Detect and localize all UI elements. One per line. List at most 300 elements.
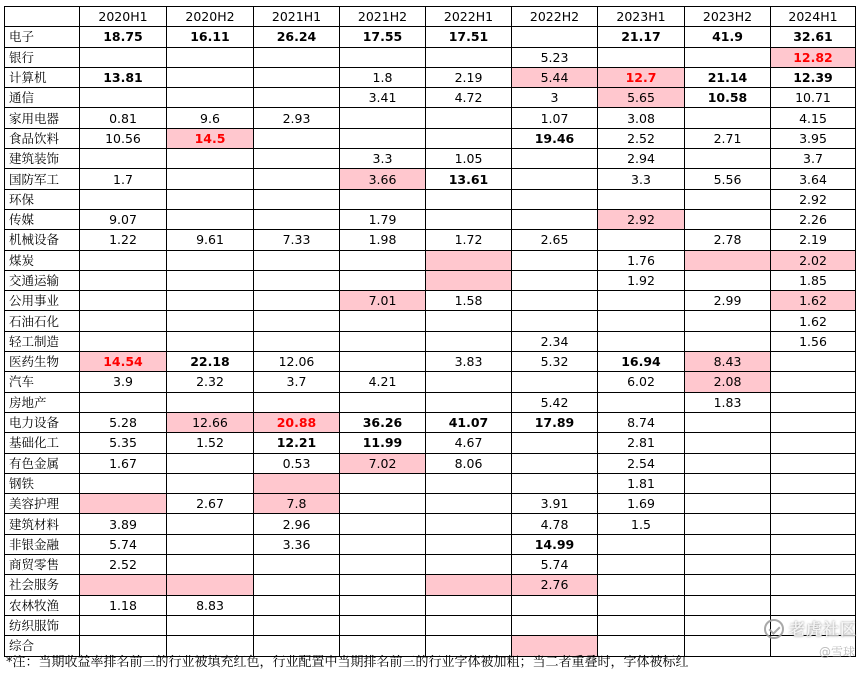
value-cell: 36.26	[340, 412, 426, 432]
industry-label: 家用电器	[5, 108, 80, 128]
value-cell	[340, 250, 426, 270]
value-cell: 3.41	[340, 88, 426, 108]
value-cell	[254, 615, 340, 635]
value-cell: 3	[512, 88, 598, 108]
value-cell: 6.02	[598, 372, 685, 392]
value-cell: 1.76	[598, 250, 685, 270]
value-cell: 17.55	[340, 27, 426, 47]
industry-label: 电子	[5, 27, 80, 47]
value-cell: 10.58	[685, 88, 771, 108]
value-cell: 1.05	[426, 149, 512, 169]
value-cell	[426, 372, 512, 392]
value-cell	[80, 575, 167, 595]
value-cell: 3.95	[771, 128, 856, 148]
table-row	[5, 433, 856, 453]
value-cell	[685, 149, 771, 169]
value-cell	[80, 331, 167, 351]
value-cell: 1.98	[340, 230, 426, 250]
value-cell	[167, 473, 254, 493]
value-cell: 2.32	[167, 372, 254, 392]
table-row	[5, 250, 856, 270]
value-cell	[685, 108, 771, 128]
value-cell: 5.74	[80, 534, 167, 554]
value-cell	[254, 575, 340, 595]
industry-returns-table	[4, 6, 856, 657]
value-cell: 2.67	[167, 494, 254, 514]
value-cell	[167, 149, 254, 169]
value-cell	[426, 514, 512, 534]
table-row	[5, 453, 856, 473]
value-cell	[426, 392, 512, 412]
column-header: 2021H2	[340, 7, 426, 27]
value-cell	[685, 189, 771, 209]
value-cell	[426, 575, 512, 595]
value-cell: 2.19	[426, 67, 512, 87]
value-cell	[340, 514, 426, 534]
value-cell: 3.66	[340, 169, 426, 189]
value-cell	[167, 514, 254, 534]
value-cell: 1.92	[598, 270, 685, 290]
value-cell: 2.02	[771, 250, 856, 270]
value-cell: 3.91	[512, 494, 598, 514]
value-cell	[80, 291, 167, 311]
value-cell	[512, 189, 598, 209]
value-cell: 1.52	[167, 433, 254, 453]
table-row	[5, 473, 856, 493]
industry-label: 电力设备	[5, 412, 80, 432]
column-header: 2024H1	[771, 7, 856, 27]
value-cell	[685, 331, 771, 351]
value-cell	[80, 636, 167, 656]
value-cell: 2.99	[685, 291, 771, 311]
table-row	[5, 575, 856, 595]
value-cell	[167, 67, 254, 87]
value-cell	[685, 473, 771, 493]
value-cell: 2.81	[598, 433, 685, 453]
value-cell	[598, 392, 685, 412]
value-cell	[426, 128, 512, 148]
value-cell: 3.9	[80, 372, 167, 392]
value-cell: 2.94	[598, 149, 685, 169]
value-cell	[598, 311, 685, 331]
value-cell: 14.5	[167, 128, 254, 148]
table-row	[5, 636, 856, 656]
value-cell: 5.56	[685, 169, 771, 189]
checkmark-logo-icon	[764, 619, 784, 639]
value-cell	[167, 270, 254, 290]
value-cell	[167, 555, 254, 575]
value-cell	[771, 372, 856, 392]
value-cell	[512, 291, 598, 311]
value-cell: 1.62	[771, 291, 856, 311]
value-cell	[167, 311, 254, 331]
value-cell: 2.92	[598, 209, 685, 229]
value-cell	[771, 453, 856, 473]
industry-label: 钢铁	[5, 473, 80, 493]
industry-label: 商贸零售	[5, 555, 80, 575]
value-cell	[254, 189, 340, 209]
value-cell	[426, 209, 512, 229]
value-cell	[598, 595, 685, 615]
industry-label: 石油石化	[5, 311, 80, 331]
value-cell	[512, 636, 598, 656]
value-cell	[254, 473, 340, 493]
table-row	[5, 128, 856, 148]
value-cell: 12.66	[167, 412, 254, 432]
value-cell	[80, 392, 167, 412]
value-cell: 4.15	[771, 108, 856, 128]
value-cell	[167, 169, 254, 189]
industry-label: 环保	[5, 189, 80, 209]
value-cell	[426, 108, 512, 128]
value-cell	[80, 47, 167, 67]
value-cell	[254, 595, 340, 615]
table-row	[5, 108, 856, 128]
value-cell	[340, 555, 426, 575]
value-cell: 1.85	[771, 270, 856, 290]
value-cell: 2.52	[80, 555, 167, 575]
value-cell: 11.99	[340, 433, 426, 453]
value-cell	[340, 189, 426, 209]
table-row	[5, 230, 856, 250]
value-cell	[426, 331, 512, 351]
value-cell	[771, 575, 856, 595]
value-cell: 5.65	[598, 88, 685, 108]
value-cell	[512, 209, 598, 229]
value-cell: 10.56	[80, 128, 167, 148]
value-cell	[685, 534, 771, 554]
table-row	[5, 209, 856, 229]
column-header: 2020H2	[167, 7, 254, 27]
value-cell	[340, 352, 426, 372]
value-cell	[426, 555, 512, 575]
value-cell	[512, 270, 598, 290]
value-cell	[598, 291, 685, 311]
value-cell: 9.6	[167, 108, 254, 128]
industry-label: 汽车	[5, 372, 80, 392]
value-cell	[598, 189, 685, 209]
value-cell	[254, 311, 340, 331]
industry-label: 社会服务	[5, 575, 80, 595]
industry-label: 计算机	[5, 67, 80, 87]
value-cell: 2.08	[685, 372, 771, 392]
value-cell	[80, 88, 167, 108]
value-cell	[340, 473, 426, 493]
table-row	[5, 534, 856, 554]
value-cell	[685, 250, 771, 270]
value-cell	[80, 189, 167, 209]
value-cell: 1.72	[426, 230, 512, 250]
value-cell	[426, 595, 512, 615]
value-cell: 16.11	[167, 27, 254, 47]
value-cell	[426, 473, 512, 493]
value-cell	[598, 534, 685, 554]
value-cell: 13.81	[80, 67, 167, 87]
value-cell	[167, 189, 254, 209]
column-header: 2022H1	[426, 7, 512, 27]
watermark-sub: @雪球	[818, 645, 855, 659]
footnote: *注：当期收益率排名前三的行业被填充红色，行业配置中当期排名前三的行业字体被加粗；当二者重叠时，字体被标红	[6, 655, 689, 670]
value-cell: 5.42	[512, 392, 598, 412]
table-row	[5, 412, 856, 432]
industry-label: 综合	[5, 636, 80, 656]
value-cell	[254, 67, 340, 87]
value-cell	[340, 331, 426, 351]
value-cell	[254, 291, 340, 311]
value-cell: 1.62	[771, 311, 856, 331]
value-cell: 32.61	[771, 27, 856, 47]
value-cell	[80, 473, 167, 493]
value-cell: 3.3	[598, 169, 685, 189]
value-cell: 7.33	[254, 230, 340, 250]
value-cell	[80, 615, 167, 635]
industry-label: 通信	[5, 88, 80, 108]
column-header: 2023H2	[685, 7, 771, 27]
value-cell	[426, 250, 512, 270]
value-cell	[167, 250, 254, 270]
table-row	[5, 352, 856, 372]
value-cell: 8.43	[685, 352, 771, 372]
value-cell: 4.21	[340, 372, 426, 392]
industry-label: 机械设备	[5, 230, 80, 250]
value-cell	[771, 352, 856, 372]
industry-label: 有色金属	[5, 453, 80, 473]
value-cell	[167, 534, 254, 554]
value-cell: 20.88	[254, 412, 340, 432]
value-cell: 2.52	[598, 128, 685, 148]
table-row	[5, 270, 856, 290]
value-cell	[254, 209, 340, 229]
table-body	[5, 27, 856, 656]
value-cell	[340, 534, 426, 554]
value-cell	[685, 555, 771, 575]
value-cell: 2.65	[512, 230, 598, 250]
value-cell	[771, 534, 856, 554]
value-cell: 5.23	[512, 47, 598, 67]
value-cell	[254, 636, 340, 656]
value-cell: 41.9	[685, 27, 771, 47]
value-cell	[426, 189, 512, 209]
value-cell: 3.36	[254, 534, 340, 554]
watermark-text: 老虎社区	[788, 620, 857, 639]
table-row	[5, 88, 856, 108]
value-cell: 5.32	[512, 352, 598, 372]
value-cell	[685, 595, 771, 615]
value-cell	[254, 392, 340, 412]
value-cell: 8.74	[598, 412, 685, 432]
corner-cell	[5, 7, 80, 27]
industry-label: 国防军工	[5, 169, 80, 189]
table-row	[5, 615, 856, 635]
value-cell	[167, 88, 254, 108]
value-cell: 2.54	[598, 453, 685, 473]
value-cell: 16.94	[598, 352, 685, 372]
table-row	[5, 189, 856, 209]
value-cell: 12.7	[598, 67, 685, 87]
value-cell: 3.64	[771, 169, 856, 189]
value-cell	[685, 209, 771, 229]
industry-label: 建筑装饰	[5, 149, 80, 169]
value-cell: 2.19	[771, 230, 856, 250]
value-cell: 14.54	[80, 352, 167, 372]
value-cell	[512, 311, 598, 331]
value-cell	[598, 615, 685, 635]
value-cell	[685, 270, 771, 290]
value-cell: 19.46	[512, 128, 598, 148]
value-cell: 12.82	[771, 47, 856, 67]
value-cell	[771, 433, 856, 453]
value-cell	[512, 27, 598, 47]
value-cell	[598, 575, 685, 595]
value-cell: 3.7	[254, 372, 340, 392]
value-cell: 17.89	[512, 412, 598, 432]
table-row	[5, 555, 856, 575]
value-cell: 1.83	[685, 392, 771, 412]
value-cell	[685, 514, 771, 534]
industry-label: 公用事业	[5, 291, 80, 311]
industry-label: 煤炭	[5, 250, 80, 270]
value-cell: 4.72	[426, 88, 512, 108]
value-cell	[254, 250, 340, 270]
value-cell	[254, 128, 340, 148]
industry-label: 医药生物	[5, 352, 80, 372]
value-cell: 8.83	[167, 595, 254, 615]
table-row	[5, 67, 856, 87]
value-cell: 1.18	[80, 595, 167, 615]
value-cell	[685, 453, 771, 473]
value-cell: 1.79	[340, 209, 426, 229]
value-cell: 17.51	[426, 27, 512, 47]
value-cell	[685, 311, 771, 331]
table-row	[5, 494, 856, 514]
value-cell	[426, 615, 512, 635]
value-cell: 3.7	[771, 149, 856, 169]
value-cell	[254, 169, 340, 189]
value-cell: 4.78	[512, 514, 598, 534]
value-cell	[340, 311, 426, 331]
value-cell: 1.67	[80, 453, 167, 473]
value-cell	[512, 372, 598, 392]
table-row	[5, 311, 856, 331]
value-cell: 1.69	[598, 494, 685, 514]
value-cell	[167, 47, 254, 67]
value-cell	[254, 47, 340, 67]
value-cell	[685, 494, 771, 514]
industry-label: 农林牧渔	[5, 595, 80, 615]
value-cell: 1.07	[512, 108, 598, 128]
value-cell	[512, 149, 598, 169]
value-cell	[598, 555, 685, 575]
value-cell: 1.8	[340, 67, 426, 87]
value-cell	[598, 47, 685, 67]
industry-label: 银行	[5, 47, 80, 67]
value-cell	[340, 595, 426, 615]
value-cell	[340, 392, 426, 412]
value-cell: 5.28	[80, 412, 167, 432]
value-cell	[512, 473, 598, 493]
value-cell	[771, 392, 856, 412]
value-cell	[167, 209, 254, 229]
value-cell: 3.83	[426, 352, 512, 372]
value-cell: 1.22	[80, 230, 167, 250]
value-cell	[512, 250, 598, 270]
industry-label: 纺织服饰	[5, 615, 80, 635]
value-cell	[426, 534, 512, 554]
table-row	[5, 169, 856, 189]
value-cell	[340, 270, 426, 290]
value-cell	[771, 555, 856, 575]
value-cell: 2.96	[254, 514, 340, 534]
value-cell	[167, 331, 254, 351]
value-cell: 9.61	[167, 230, 254, 250]
value-cell	[167, 575, 254, 595]
value-cell	[685, 433, 771, 453]
value-cell: 1.81	[598, 473, 685, 493]
value-cell: 7.8	[254, 494, 340, 514]
industry-label: 非银金融	[5, 534, 80, 554]
value-cell	[426, 636, 512, 656]
value-cell: 3.3	[340, 149, 426, 169]
value-cell: 9.07	[80, 209, 167, 229]
table-row	[5, 392, 856, 412]
table-row	[5, 27, 856, 47]
value-cell: 4.67	[426, 433, 512, 453]
value-cell: 7.02	[340, 453, 426, 473]
value-cell: 21.17	[598, 27, 685, 47]
value-cell: 2.93	[254, 108, 340, 128]
table-row	[5, 595, 856, 615]
value-cell: 2.71	[685, 128, 771, 148]
value-cell: 41.07	[426, 412, 512, 432]
value-cell	[512, 595, 598, 615]
value-cell: 2.34	[512, 331, 598, 351]
value-cell	[771, 514, 856, 534]
industry-label: 房地产	[5, 392, 80, 412]
value-cell	[512, 615, 598, 635]
value-cell: 18.75	[80, 27, 167, 47]
value-cell	[80, 250, 167, 270]
value-cell	[685, 47, 771, 67]
value-cell: 8.06	[426, 453, 512, 473]
value-cell: 2.76	[512, 575, 598, 595]
value-cell	[598, 331, 685, 351]
value-cell: 26.24	[254, 27, 340, 47]
value-cell: 3.89	[80, 514, 167, 534]
value-cell: 5.44	[512, 67, 598, 87]
value-cell	[254, 149, 340, 169]
value-cell: 7.01	[340, 291, 426, 311]
column-header: 2022H2	[512, 7, 598, 27]
value-cell	[167, 392, 254, 412]
value-cell	[340, 108, 426, 128]
value-cell: 5.74	[512, 555, 598, 575]
industry-label: 传媒	[5, 209, 80, 229]
value-cell	[512, 453, 598, 473]
value-cell: 5.35	[80, 433, 167, 453]
value-cell: 2.26	[771, 209, 856, 229]
value-cell	[340, 636, 426, 656]
value-cell: 12.06	[254, 352, 340, 372]
value-cell	[254, 331, 340, 351]
table-row	[5, 47, 856, 67]
table-row	[5, 291, 856, 311]
value-cell	[167, 453, 254, 473]
value-cell	[771, 473, 856, 493]
value-cell	[512, 169, 598, 189]
value-cell: 10.71	[771, 88, 856, 108]
value-cell	[167, 615, 254, 635]
watermark	[764, 617, 857, 640]
